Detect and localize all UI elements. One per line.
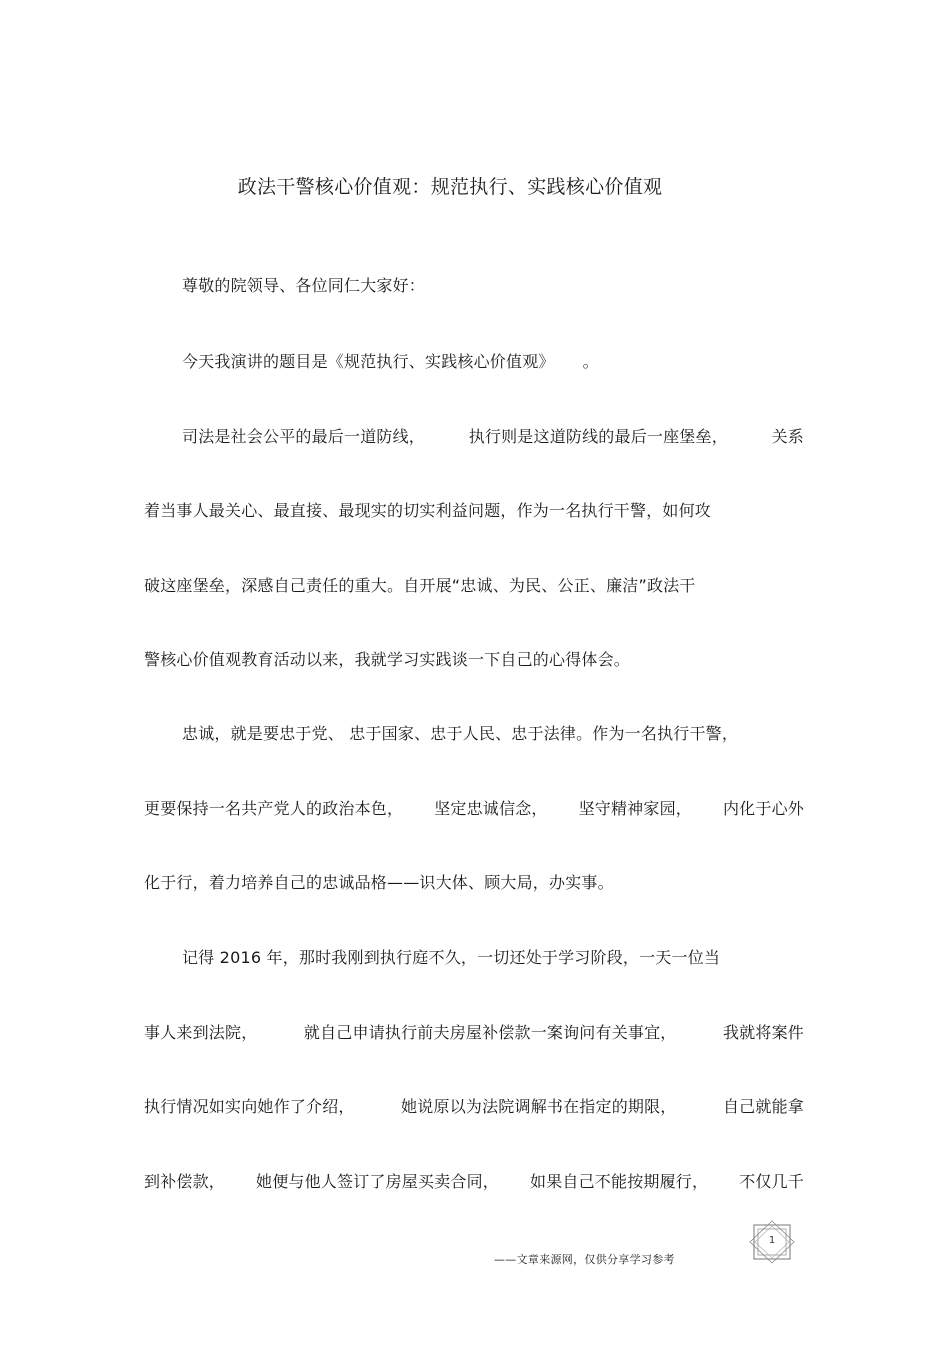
text-segment: 执行情况如实向她作了介绍， [144,1097,355,1116]
topic-text: 今天我演讲的题目是《规范执行、实践核心价值观》 [182,352,555,371]
paragraph-3-line-2 [144,1021,804,1045]
text-segment: 司法是社会公平的最后一道防线， [182,427,426,446]
text-segment: 关系 [771,427,804,446]
paragraph-2-line-3: 化于行，着力培养自己的忠诚品格——识大体、顾大局，办实事。 [144,873,614,892]
document-title: 政法干警核心价值观：规范执行、实践核心价值观 [237,176,663,198]
paragraph-1-line-1 [182,425,804,449]
page-number-badge [748,1220,796,1264]
text-segment: 到补偿款， [144,1172,226,1191]
text-segment: 不仅几千 [739,1172,804,1191]
paragraph-1-line-3: 破这座堡垒，深感自己责任的重大。自开展“忠诚、为民、公正、廉洁”政法干 [144,576,696,595]
text-segment: 她便与他人签订了房屋买卖合同， [256,1172,500,1191]
text-segment: 自己就能拿 [722,1097,804,1116]
footer-source: ——文章来源网，仅供分享学习参考 [494,1253,675,1266]
text-segment: 坚守精神家园， [578,799,692,818]
text-segment: 她说原以为法院调解书在指定的期限， [401,1097,677,1116]
text-segment: 内化于心外 [722,799,804,818]
text-segment: 就自己申请执行前夫房屋补偿款一案询问有关事宜， [303,1023,677,1042]
greeting-line: 尊敬的院领导、各位同仁大家好： [182,276,426,295]
text-segment: 我就将案件 [722,1023,804,1042]
topic-line [182,350,804,374]
paragraph-3-line-3 [144,1095,804,1119]
text-segment: 执行则是这道防线的最后一座堡垒， [468,427,728,446]
paragraph-2-line-1: 忠诚，就是要忠于党、 忠于国家、忠于人民、忠于法律。作为一名执行干警， [182,724,739,743]
text-segment: 如果自己不能按期履行， [530,1172,709,1191]
page-number: 1 [768,1235,776,1246]
paragraph-3-line-4 [144,1170,804,1194]
paragraph-1-line-4: 警核心价值观教育活动以来，我就学习实践谈一下自己的心得体会。 [144,650,631,669]
text-segment: 坚定忠诚信念， [434,799,548,818]
text-segment: 事人来到法院， [144,1023,258,1042]
text-segment: 更要保持一名共产党人的政治本色， [144,799,404,818]
paragraph-3-line-1: 记得 2016 年，那时我刚到执行庭不久，一切还处于学习阶段，一天一位当 [182,948,721,967]
paragraph-1-line-2: 着当事人最关心、最直接、最现实的切实利益问题，作为一名执行干警，如何攻 [144,501,712,520]
topic-period: 。 [582,352,599,371]
paragraph-2-line-2 [144,797,804,821]
